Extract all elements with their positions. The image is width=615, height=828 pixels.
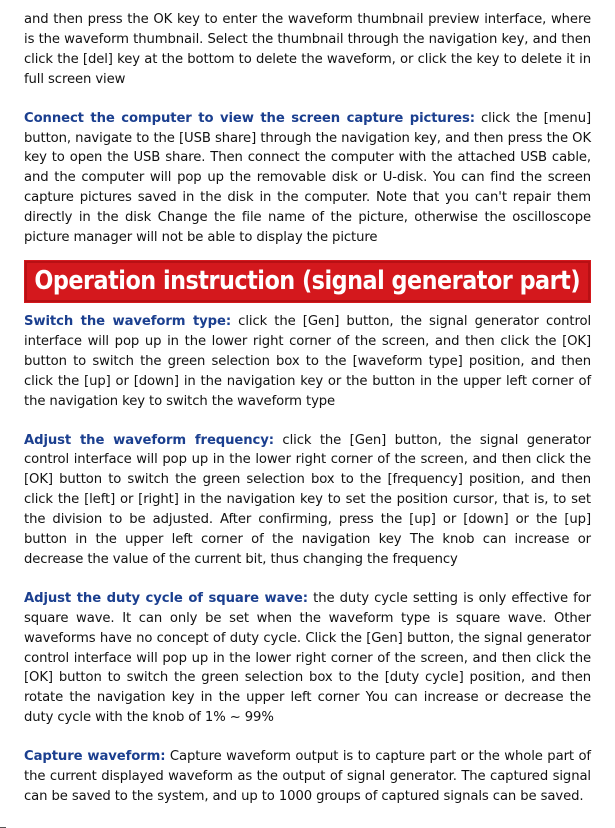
capture-text: Capture waveform output is to capture part or the whole part of the current displayed waveform as the output of signal generator. The captured signal can be saved to the system, and up to 1000 groups of captured signals can be saved. xyxy=(24,749,591,804)
connect-text: click the [menu] button, navigate to the [USB share] through the navigation key, and then press the OK key to open the USB share. Then connect the computer with the attached USB cable, and the computer will pop up the removable disk or U-disk. You can find the screen capture pictures saved in the disk in the computer. Note that you can't repair them directly in the disk Change the file name of the picture, otherwise the oscilloscope picture manager will not be able to display the picture xyxy=(24,110,591,246)
frequency-heading: Adjust the waveform frequency: xyxy=(24,432,274,448)
manual-page xyxy=(24,10,591,807)
spacer xyxy=(24,412,591,431)
duty-text: the duty cycle setting is only effective for square wave. It can only be set when the waveform type is square wave. Other waveforms have no concept of duty cycle. Click the [Gen] button, the signal generator control interface will pop up in the lower right corner of the screen, and then click the [OK] button to switch the green selection box to the [duty cycle] position, and then rotate the navigation key in the upper left corner You can increase or decrease the duty cycle with the knob of 1% ~ 99% xyxy=(24,590,591,726)
capture-paragraph xyxy=(24,747,591,807)
connect-paragraph xyxy=(24,109,591,248)
section-banner xyxy=(24,260,591,303)
frequency-paragraph xyxy=(24,431,591,570)
switch-type-heading: Switch the waveform type: xyxy=(24,313,232,329)
connect-heading: Connect the computer to view the screen capture pictures: xyxy=(24,110,475,126)
duty-paragraph xyxy=(24,589,591,728)
duty-heading: Adjust the duty cycle of square wave: xyxy=(24,590,308,606)
intro-paragraph xyxy=(24,10,591,90)
switch-type-text: click the [Gen] button, the signal generator control interface will pop up in the lower right corner of the screen, and then click the [OK] button to switch the green selection box to the [waveform type] position, and then click the [up] or [down] in the navigation key or the button in the upper left corner of the navigation key to switch the waveform type xyxy=(24,313,592,409)
spacer xyxy=(24,90,591,109)
frequency-text: click the [Gen] button, the signal generator control interface will pop up in the lower right corner of the screen, and then click the [OK] button to switch the green selection box to the [frequency] position, and then click the [left] or [right] in the navigation key to set the position cursor, that is, to set the division to be adjusted. After confirming, press the [up] or [down] or the [up] button in the upper left corner of the navigation key The knob can increase or decrease the value of the current bit, thus changing the frequency xyxy=(24,432,591,567)
spacer xyxy=(24,728,591,747)
capture-heading: Capture waveform: xyxy=(24,749,166,765)
intro-text: and then press the OK key to enter the waveform thumbnail preview interface, where is the waveform thumbnail. Select the thumbnail through the navigation key, and then click the [del] key at the bottom to delete the waveform, or click the key to delete it in full screen view xyxy=(24,12,591,87)
switch-type-paragraph xyxy=(24,312,591,412)
section-banner-title: Operation instruction (signal generator part) xyxy=(34,266,581,297)
spacer xyxy=(24,570,591,589)
